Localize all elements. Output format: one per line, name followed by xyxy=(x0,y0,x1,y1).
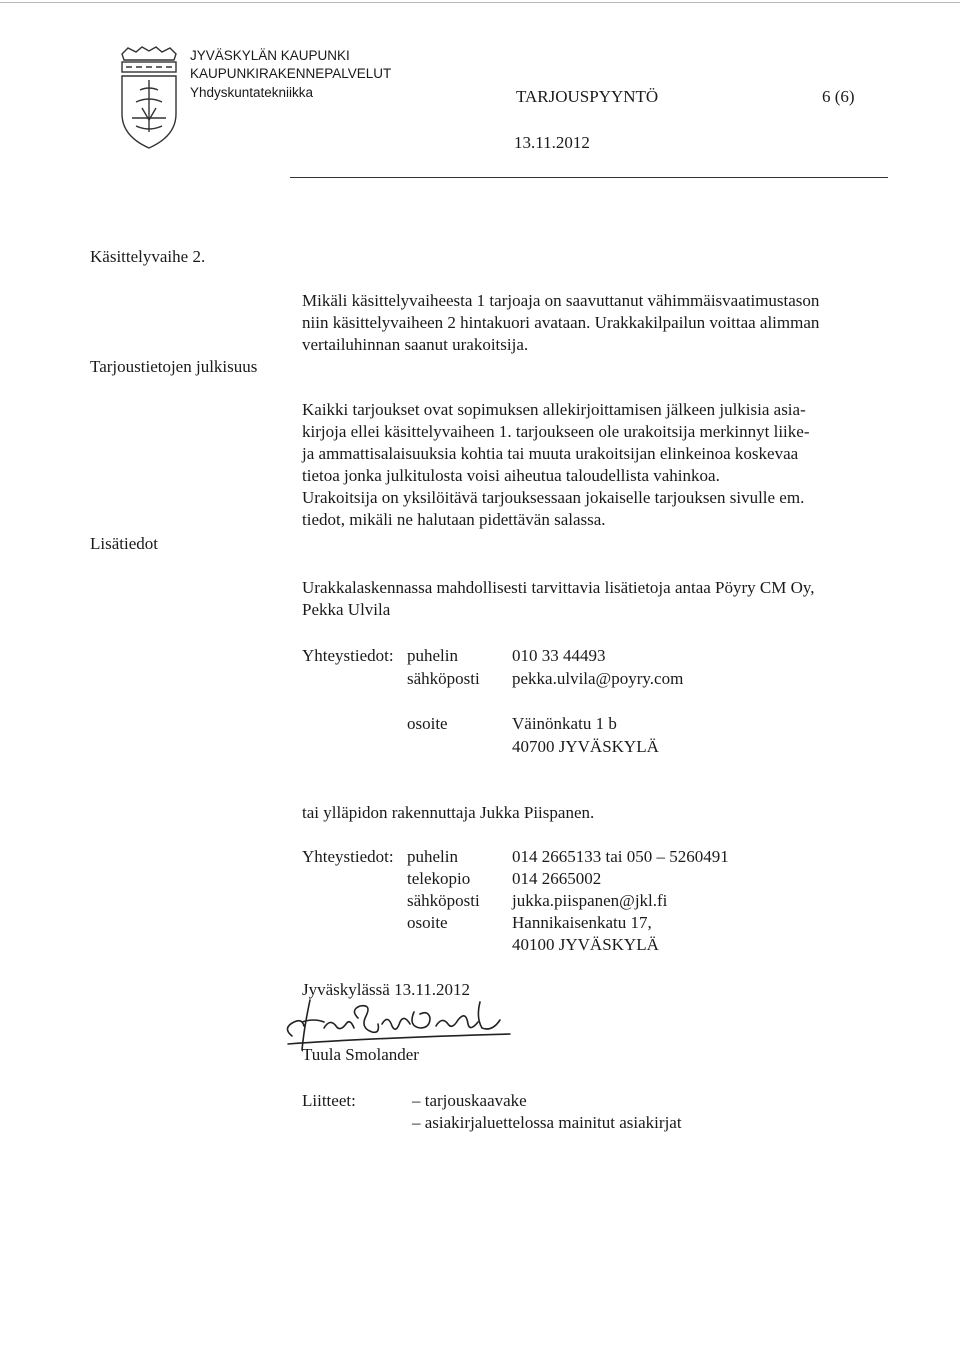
text-line: kirjoja ellei käsittelyvaiheen 1. tarjoukseen ole urakoitsija merkinnyt liike- xyxy=(302,422,810,441)
info-label: Lisätiedot xyxy=(90,534,158,553)
signer-name: Tuula Smolander xyxy=(302,1045,419,1064)
stage-paragraph xyxy=(302,290,819,356)
header-rule xyxy=(290,177,888,178)
text-line: Pekka Ulvila xyxy=(302,600,391,619)
text-line: ja ammattisalaisuuksia kohtia tai muuta urakoitsijan elinkeinoa koskevaa xyxy=(302,444,799,463)
stage-title: Käsittelyvaihe 2. xyxy=(90,247,206,266)
publicity-label: Tarjoustietojen julkisuus xyxy=(90,357,258,376)
contact2-address-label: osoite xyxy=(407,913,448,932)
contact2-phone: 014 2665133 tai 050 – 5260491 xyxy=(512,847,729,866)
contact1-email: pekka.ulvila@poyry.com xyxy=(512,669,684,688)
attachment-item: – asiakirjaluettelossa mainitut asiakirjat xyxy=(412,1113,682,1132)
attachment-item: – tarjouskaavake xyxy=(412,1091,527,1110)
contact2-address-line2: 40100 JYVÄSKYLÄ xyxy=(512,935,659,954)
top-edge-line xyxy=(0,2,960,3)
org-division: KAUPUNKIRAKENNEPALVELUT xyxy=(190,66,392,81)
contact2-email-label: sähköposti xyxy=(407,891,480,910)
place-date: Jyväskylässä 13.11.2012 xyxy=(302,980,470,999)
text-line: Mikäli käsittelyvaiheesta 1 tarjoaja on saavuttanut vähimmäisvaatimustason xyxy=(302,291,820,310)
text-line: vertailuhinnan saanut urakoitsija. xyxy=(302,335,529,354)
text-line: tiedot, mikäli ne halutaan pidettävän salassa. xyxy=(302,510,606,529)
org-name: JYVÄSKYLÄN KAUPUNKI xyxy=(190,48,350,63)
text-line: tietoa jonka julkitulosta voisi aiheutua taloudellista vahinkoa. xyxy=(302,466,720,485)
contact1-address-line2: 40700 JYVÄSKYLÄ xyxy=(512,737,659,756)
contact2-fax: 014 2665002 xyxy=(512,869,602,888)
contact2-email: jukka.piispanen@jkl.fi xyxy=(512,891,668,910)
page-number: 6 (6) xyxy=(822,87,855,106)
contact1-phone-label: puhelin xyxy=(407,646,458,665)
org-unit: Yhdyskuntatekniikka xyxy=(190,85,314,100)
contact1-address-line1: Väinönkatu 1 b xyxy=(512,714,617,733)
attachments-label: Liitteet: xyxy=(302,1091,356,1110)
contact1-email-label: sähköposti xyxy=(407,669,480,688)
contact2-address-line1: Hannikaisenkatu 17, xyxy=(512,913,652,932)
city-crest-icon xyxy=(118,46,180,150)
text-line: Urakkalaskennassa mahdollisesti tarvittavia lisätietoja antaa Pöyry CM Oy, xyxy=(302,578,815,597)
doc-type: TARJOUSPYYNTÖ xyxy=(516,87,659,106)
contact1-lead: Yhteystiedot: xyxy=(302,646,394,665)
publicity-paragraph xyxy=(302,399,810,531)
contact2-lead: Yhteystiedot: xyxy=(302,847,394,866)
contact2-fax-label: telekopio xyxy=(407,869,471,888)
info-paragraph xyxy=(302,577,815,621)
contact1-phone: 010 33 44493 xyxy=(512,646,606,665)
doc-date: 13.11.2012 xyxy=(514,133,590,152)
contact2-phone-label: puhelin xyxy=(407,847,458,866)
contact1-address-label: osoite xyxy=(407,714,448,733)
text-line: Urakoitsija on yksilöitävä tarjouksessaan jokaiselle tarjouksen sivulle em. xyxy=(302,488,805,507)
text-line: Kaikki tarjoukset ovat sopimuksen allekirjoittamisen jälkeen julkisia asia- xyxy=(302,400,806,419)
alt-contact-text: tai ylläpidon rakennuttaja Jukka Piispanen. xyxy=(302,803,595,822)
text-line: niin käsittelyvaiheen 2 hintakuori avataan. Urakkakilpailun voittaa alimman xyxy=(302,313,820,332)
